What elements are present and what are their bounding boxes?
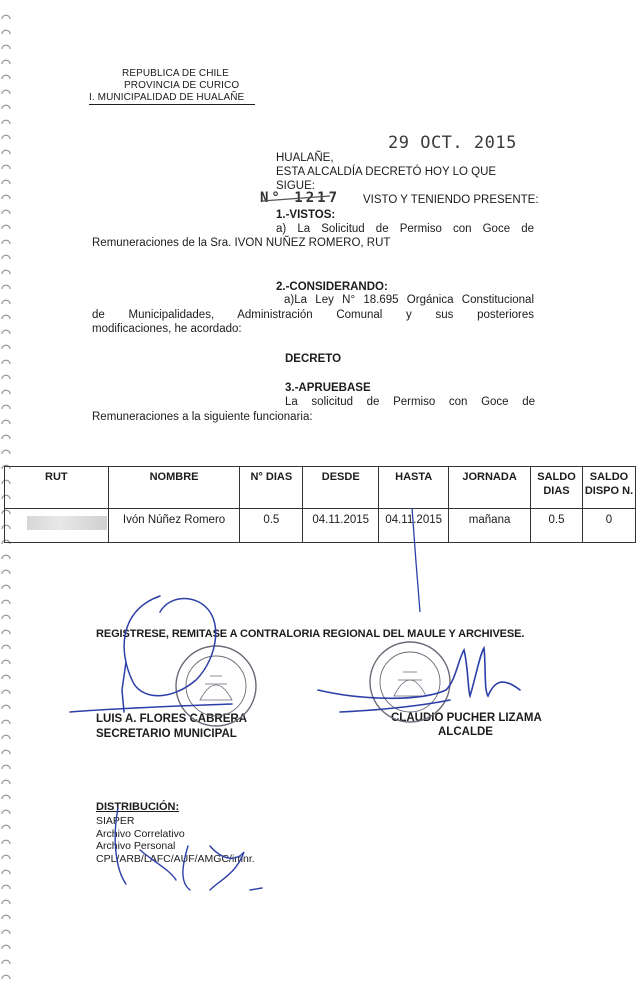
cell-jornada: mañana [449, 509, 531, 543]
spiral-ring [2, 150, 10, 154]
col-rut: RUT [5, 467, 109, 509]
spiral-ring [2, 825, 10, 829]
spiral-ring [2, 225, 10, 229]
spiral-ring [2, 960, 10, 964]
spiral-ring [2, 660, 10, 664]
place-label: HUALAÑE, [276, 152, 334, 164]
spiral-ring [2, 15, 10, 19]
spiral-ring [2, 615, 10, 619]
header-municipalidad: I. MUNICIPALIDAD DE HUALAÑE [89, 92, 255, 105]
spiral-ring [2, 315, 10, 319]
apruebase-line1: La solicitud de Permiso con Goce de [285, 396, 535, 408]
decreto-heading: DECRETO [285, 353, 342, 365]
spiral-ring [2, 600, 10, 604]
spiral-ring [2, 555, 10, 559]
intro-line: ESTA ALCALDÍA DECRETÓ HOY LO QUE [276, 166, 497, 178]
spiral-ring [2, 870, 10, 874]
left-signer-title: SECRETARIO MUNICIPAL [96, 728, 237, 740]
cell-nombre: Ivón Núñez Romero [108, 509, 240, 543]
right-signer-title: ALCALDE [438, 726, 493, 738]
spiral-ring [2, 945, 10, 949]
vistos-line1: a) La Solicitud de Permiso con Goce de [276, 223, 534, 235]
header-provincia: PROVINCIA DE CURICO [124, 80, 240, 91]
spiral-ring [2, 375, 10, 379]
spiral-ring [2, 930, 10, 934]
spiral-ring [2, 240, 10, 244]
spiral-ring [2, 885, 10, 889]
col-nombre: NOMBRE [108, 467, 240, 509]
intro-sigue: SIGUE: [276, 180, 315, 192]
spiral-ring [2, 735, 10, 739]
spiral-ring [2, 165, 10, 169]
col-hasta: HASTA [379, 467, 449, 509]
considerando-heading: 2.-CONSIDERANDO: [276, 281, 388, 293]
apruebase-line2: Remuneraciones a la siguiente funcionaria: [92, 411, 313, 423]
right-signature-icon [318, 648, 520, 712]
spiral-ring [2, 300, 10, 304]
right-seal-icon [370, 642, 450, 722]
spiral-ring [2, 855, 10, 859]
cell-saldo-dispon: 0 [582, 509, 635, 543]
spiral-ring [2, 390, 10, 394]
spiral-ring [2, 795, 10, 799]
vistos-line2: Remuneraciones de la Sra. IVON NUÑEZ ROMERO, RUT [92, 237, 391, 249]
spiral-ring [2, 180, 10, 184]
spiral-ring [2, 75, 10, 79]
spiral-ring [2, 210, 10, 214]
cell-hasta: 04.11.2015 [379, 509, 449, 543]
spiral-ring [2, 810, 10, 814]
spiral-ring [2, 345, 10, 349]
spiral-ring [2, 405, 10, 409]
spiral-ring [2, 45, 10, 49]
spiral-ring [2, 360, 10, 364]
spiral-ring [2, 975, 10, 979]
spiral-ring [2, 720, 10, 724]
list-item: Archivo Personal [96, 840, 176, 852]
vistos-heading: 1.-VISTOS: [276, 209, 336, 221]
spiral-ring [2, 705, 10, 709]
date-stamp: 29 OCT. 2015 [388, 133, 517, 153]
cell-saldo-dias: 0.5 [531, 509, 583, 543]
table-row [5, 509, 636, 543]
col-saldo-dias: SALDO DIAS [531, 467, 583, 509]
spiral-ring [2, 105, 10, 109]
spiral-ring [2, 120, 10, 124]
left-signer-name: LUIS A. FLORES CABRERA [96, 713, 247, 725]
considerando-line3: modificaciones, he acordado: [92, 323, 242, 335]
apruebase-heading: 3.-APRUEBASE [285, 382, 371, 394]
spiral-ring [2, 330, 10, 334]
list-item: CPL/ARB/LAFC/AUF/AMGC/imnr. [96, 852, 255, 865]
spiral-ring [2, 435, 10, 439]
spiral-ring [2, 780, 10, 784]
spiral-ring [2, 450, 10, 454]
col-jornada: JORNADA [449, 467, 531, 509]
spiral-ring [2, 630, 10, 634]
spiral-ring [2, 30, 10, 34]
col-desde: DESDE [303, 467, 379, 509]
spiral-ring [2, 645, 10, 649]
spiral-ring [2, 765, 10, 769]
spiral-ring [2, 285, 10, 289]
considerando-line1: a)La Ley N° 18.695 Orgánica Constitucional [284, 294, 534, 306]
cell-desde: 04.11.2015 [303, 509, 379, 543]
spiral-ring [2, 900, 10, 904]
spiral-ring [2, 750, 10, 754]
list-item: SIAPER [96, 815, 135, 827]
spiral-ring [2, 270, 10, 274]
spiral-ring [2, 840, 10, 844]
cell-dias: 0.5 [240, 509, 303, 543]
col-saldo-dispon: SALDO DISPO N. [582, 467, 635, 509]
redaction-mark [27, 516, 107, 530]
list-item: Archivo Correlativo [96, 827, 185, 840]
spiral-ring [2, 675, 10, 679]
spiral-ring [2, 420, 10, 424]
considerando-line2: de Municipalidades, Administración Comunal y sus posteriores [92, 309, 534, 321]
cell-rut [5, 509, 109, 543]
visto-label: VISTO Y TENIENDO PRESENTE: [363, 194, 539, 206]
spiral-ring [2, 690, 10, 694]
spiral-ring [2, 90, 10, 94]
leave-table [4, 466, 636, 543]
spiral-ring [2, 60, 10, 64]
left-signature-icon [70, 596, 232, 712]
distribucion-list [96, 815, 255, 865]
spiral-ring [2, 255, 10, 259]
spiral-ring [2, 195, 10, 199]
spiral-ring [2, 915, 10, 919]
distribucion-heading: DISTRIBUCIÓN: [96, 801, 180, 813]
right-signer-name: CLAUDIO PUCHER LIZAMA [391, 712, 542, 724]
spiral-ring [2, 570, 10, 574]
spiral-ring [2, 135, 10, 139]
spiral-ring [2, 585, 10, 589]
header-republica: REPUBLICA DE CHILE [122, 68, 229, 79]
table-header-row [5, 467, 636, 509]
registrese-line: REGISTRESE, REMITASE A CONTRALORIA REGIONAL DEL MAULE Y ARCHIVESE. [96, 628, 525, 640]
col-dias: N° DIAS [240, 467, 303, 509]
decree-number-stamp: N° 1217 [260, 190, 341, 206]
